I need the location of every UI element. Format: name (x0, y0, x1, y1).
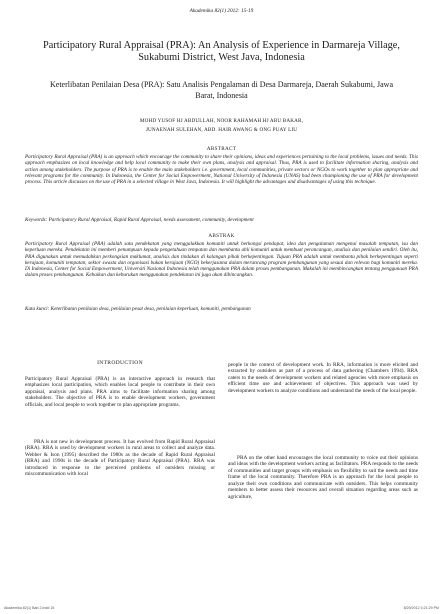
print-footer (0, 605, 443, 614)
authors-line-2: JUNAENAH SULEHAN, ABD. HAIR AWANG & ONG PUAY LIU (145, 126, 298, 133)
body-right-paragraph-1 (228, 362, 418, 394)
introduction-heading: INTRODUCTION (97, 360, 143, 366)
keywords: Keywords: Participatory Rural Appraisal, Rapid Rural Appraisal, needs assessment, community, development (25, 217, 254, 223)
paragraph: people in the context of development work. In RRA, information is more elicited and extracted by outsiders as part of a process of data gathering (Chambers 1994). RRA caters to the needs of development workers and related agencies with more emphasis on efficient time use and achievement of objectives. This approach was used by development workers to analyze conditions and understand the needs of the local people. (228, 362, 418, 394)
author-list (40, 117, 403, 134)
abstrak-text: Participatory Rural Appraisal (PRA) adalah satu pendekatan yang menggalakkan komuniti untuk berkongsi pendapat, idea dan pengalaman mengenai masalah tempatan, isu dan keperluan mereka. Pendekatan ini memberi penumpuan kepada pengetahuan tempatan dan membantu ahli komuniti untuk membuat perancangan, analisis dan penilaian sendiri. Oleh itu, PRA digunakan untuk memudahkan perkongsian maklumat, analisis dan tindakan di kalangan pihak berkepentingan. Tujuan PRA adalah untuk membantu pihak berkepentingan seperti kerajaan, komuniti tempatan, sektor swasta dan organisasi bukan kerajaan (NGO) bekerjasama dalam merancang program pembangunan yang sesuai dan relevan bagi komuniti mereka. Di Indonesia, Center for Social Empowerment, Universiti Nasional Indonesia telah menggunakan PRA dalam proses pembangunan. Makalah ini membincangkan tentang penggunaan PRA dalam proses pembangunan. Kebaikan dan keburukan menggunakan pendekatan ini juga akan dibincangkan. (25, 241, 418, 279)
journal-header: Akademika 82(1) 2012: 15-19 (189, 8, 254, 14)
article-title: Participatory Rural Appraisal (PRA): An Analysis of Experience in Darmareja Village, Sukabumi District, West Java, Indonesia (43, 40, 400, 63)
abstract-text: Participatory Rural Appraisal (PRA) is an approach which encourage the community to share their opinions, ideas and experiences pertaining to the local problems, issues and needs. This approach emphasizes on local knowledge and help local community to make their own plans, analysis and appraisal. Thus, PRA is used to facilitate information sharing, analysis and action among stakeholders. The purpose of PRA is to enable the main stakeholders i.e. government, local communities, private sectors or NGOs to work together to plan appropriate and relevant programs for the community. In Indonesia, the Center for Social Empowerment, National University of Indonesia (UNAS) had been championing the use of PRA for development process. This article discusses on the use of PRA in a selected village in West Java, Indonesia. It will highlight the advantages and disadvantages of using this technique. (25, 154, 418, 186)
article-title-malay: Keterlibatan Penilaian Desa (PRA): Satu Analisis Pengalaman di Desa Darmareja, Daerah Sukabumi, Jawa Barat, Indonesia (49, 80, 393, 100)
paragraph: PRA on the other hand encourages the local community to voice out their opinions and ideas with the development workers acting as facilitators. PRA responds to the needs of communities and target groups with emphasis on flexibility to suit the needs and time frame of the local community. Therefore PRA is an approach for the local people to analyze their own conditions and communicate with outsiders. This helps community members to better assess their resources and overall situation regarding areas such as agriculture, (228, 455, 418, 500)
authors-line-1: MOHD YUSOF HJ ABDULLAH, NOOR RAHAMAH HJ ABU BAKAR, (139, 118, 304, 124)
body-left-paragraph-1 (25, 376, 215, 408)
footer-timestamp: 8/29/2012 4:21:29 PM (403, 606, 439, 610)
footer-file-label: Akademika 82(1) Bab 2.indd 15 (4, 606, 55, 610)
paragraph: PRA is not new in development process. It has evolved from Rapid Rural Appraisal (RRA). RRA is used by development workers in rural areas to collect and analyze data. Webber & Ison (1995) described the 1980s as the decade of Rapid Rural Appraisal (RRA) and 1990s is the decade of Participatory Rural Appraisal (PRA). RRA was introduced in response to the perceived problems of outsiders missing or miscommunication with local (25, 439, 215, 478)
abstrak-heading: ABSTRAK (208, 233, 235, 239)
abstract-heading: ABSTRACT (206, 146, 237, 152)
body-right-paragraph-2 (228, 455, 418, 500)
kata-kunci: Kata kunci: Keterlibatan penilaian desa, penilaian pesat desa, penilaian keperluan, komuniti, pembangunan (25, 306, 251, 312)
body-left-paragraph-2 (25, 439, 215, 478)
paragraph: Participatory Rural Appraisal (PRA) is an interactive approach in research that emphasizes local participation, which enables local people to contribute in their own appraisal, analysis and plans. PRA aims to facilitate information sharing among stakeholders. The objective of PRA is to enable development workers, government officials, and local people to work together to plan appropriate programs. (25, 376, 215, 408)
